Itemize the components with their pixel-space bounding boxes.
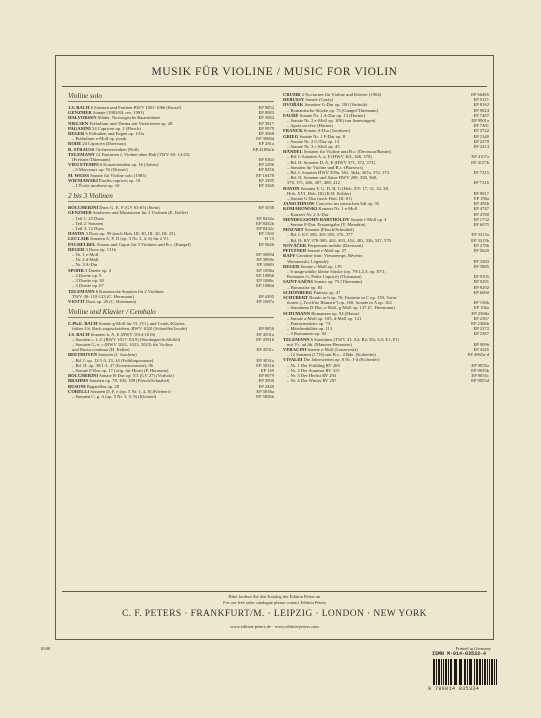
- entry-title: – Sonate a-Moll op. 105, d-Moll op. 121: [287, 315, 362, 321]
- entry-title: BRAHMS Sonaten op. 78, 100, 108 (Flesch/Schnabel): [68, 378, 170, 384]
- entry-catalog-number: EP 3742: [473, 128, 489, 134]
- entry-title: – 12 Sonaten (1716) mit B.c., 4 Bde. (Kolneder): [287, 352, 376, 358]
- entry-catalog-number: EP 2296: [258, 162, 274, 168]
- printed-in-germany: Printed in Germany: [455, 646, 491, 651]
- entry-title: – Bd. I: Sonaten HWV 359a, 361, 364a, 367a, 372, 373: [287, 170, 389, 176]
- entry-catalog-number: EP 3315a: [471, 232, 489, 238]
- entry-catalog-number: EP 2449: [258, 383, 274, 389]
- entry-catalog-number: EP 6060: [473, 289, 489, 295]
- entry-catalog-number: EP 10478: [256, 172, 274, 178]
- entry-title: REGER 6 Präludien und Fugen op. 131a: [68, 131, 145, 137]
- entry-catalog-number: EP 8083: [258, 110, 274, 116]
- entry-title: J.S. BACH 6 Sonaten und Partiten BWV 1001-1006 (Rostal): [68, 105, 182, 110]
- entry-title: – Après un rêve (Horner): [287, 123, 334, 129]
- entry-title: SCHUBERT Rondo in h op. 70; Fantasie in C op. 159; Varia-: [283, 294, 398, 300]
- entry-title: – Sonate Nr. 3 c-Moll op. 45: [287, 144, 340, 150]
- entry-title: – Bd. II: Sonaten und Sätze HWV 288, 358, 368,: [287, 175, 378, 181]
- entry-catalog-number: EP 9096: [473, 341, 489, 347]
- entry-title: – Nr. 1 e-Moll: [72, 252, 99, 258]
- entry-title: – Bd. I: op. 12/1-3, 23, 24 (Frühlingssonate): [72, 357, 154, 363]
- entry-catalog-number: EP 9121: [473, 97, 489, 103]
- entry-title: mit Vc. ad lib. (Mauerer/Bernstein): [287, 341, 352, 347]
- entry-catalog-number: EP 4591a: [256, 331, 274, 337]
- entry-catalog-number: EP 1086b: [256, 272, 274, 278]
- entry-title: – Sonate F-Dur op. 17 (orig. für Horn) (P. Hermann): [72, 367, 169, 373]
- entry-title: 370, 371, 406, 407, 408, 412: [287, 180, 340, 186]
- entry-catalog-number: EP 8432a: [256, 215, 274, 221]
- entry-title: RODE 24 Capricen (Davisson): [68, 141, 127, 147]
- entry-catalog-number: EP 9824: [473, 107, 489, 113]
- entry-catalog-number: EP 281a: [258, 141, 274, 147]
- entry-catalog-number: EP 2387: [473, 331, 489, 337]
- page-title: MUSIK FÜR VIOLINE / MUSIC FOR VIOLIN: [151, 66, 398, 78]
- entry-catalog-number: EP 4965a-d: [467, 352, 489, 358]
- entry-title: DVOŘÁK Sonatine G-Dur op. 100 (Vorholz): [283, 102, 368, 108]
- entry-title: – Bd. II: Sonaten D, A, E (HWV 371, 372, 373): [287, 159, 375, 165]
- entry-title: – L'École moderne op. 10: [72, 183, 120, 189]
- entry-title: – 3 Duette op. 67: [72, 283, 104, 289]
- entry-title: – Nr. 3 A-Dur: [72, 262, 98, 268]
- entry-catalog-number: EP 9363: [258, 157, 274, 163]
- barcode-number: 9 790014 035334: [428, 686, 480, 692]
- entry-title: – Präludium e-Moll op. posth.: [72, 136, 128, 142]
- entry-title: – Sonate Nr. 2 G-Dur op. 13: [287, 138, 340, 144]
- entry-catalog-number: EP 2368a: [471, 310, 489, 316]
- section-heading: 2 bis 3 Violinen: [68, 192, 274, 202]
- entry-catalog-number: EP 1303: [258, 231, 274, 237]
- entry-title: Hob. XVI, Hob. III) (K.H. Köhler): [287, 190, 352, 196]
- entry-catalog-number: EP 7487: [473, 112, 489, 118]
- entry-title: – Bd. II: KV 378-380, 402, 403, 454, 481, 526, 547, 570: [287, 237, 391, 243]
- entry-title: VIEUXTEMPS 6 Konzertetüden op. 16 (Arbós): [68, 162, 159, 168]
- catalog-frame: [55, 55, 494, 640]
- entry-catalog-number: EP 190a: [473, 196, 489, 202]
- entry-title: tionen („Trock'ne Blumen") op. 160; Sonate in A op. 162: [287, 300, 392, 306]
- entry-title: HÄNDEL Sonaten für Violine und B.c. (Davisson/Ramin): [283, 149, 392, 155]
- entry-title: – Teil 2: Sonaten: [72, 220, 104, 226]
- entry-title: SCHÖNBERG Fantasy op. 47: [283, 289, 341, 295]
- entry-catalog-number: EP 3969f: [256, 262, 274, 268]
- entry-catalog-number: EP 9055a: [471, 362, 489, 368]
- entry-title: PACHELBEL Kanon und Gigue für 3 Violinen und B.c. (Kangel): [68, 241, 191, 247]
- entry-catalog-number: H 15: [264, 236, 274, 242]
- title-divider: [62, 86, 487, 87]
- entry-catalog-number: EP 3368: [258, 183, 274, 189]
- entry-title: – 3 Duette op. 39: [72, 278, 104, 284]
- entry-catalog-number: EP 9852: [258, 105, 274, 110]
- entry-catalog-number: EP 9846: [258, 241, 274, 247]
- entry-catalog-number: EP 3969d: [256, 252, 274, 258]
- entry-title: PAGANINI 24 Capricen op. 1 (Flesch): [68, 125, 141, 131]
- entry-title: C.Ph.E. BACH Sonate g-Moll für Vl. (Vl.) und Cemb./Klavier,: [68, 321, 186, 327]
- entry-title: – Havanaise op. 83: [287, 284, 323, 290]
- entry-title: – Sonaten C, g, A (op. 5 Nr. 3, 5, 9) (Kleinert): [72, 393, 157, 399]
- entry-catalog-number: EP 1086a: [256, 267, 274, 273]
- publisher-line: C. F. PETERS · FRANKFURT/M. · LEIPZIG · LONDON · NEW YORK: [122, 609, 427, 619]
- entry-catalog-number: EP 5856a: [256, 388, 274, 394]
- entry-title: WIENIAWSKI Etudes caprices op. 18: [68, 177, 141, 183]
- entry-title: – Sonaten G, e, c (BWV 1021, 1023, 1023) für Violine: [72, 341, 173, 347]
- entry-catalog-number: EP 149: [260, 367, 274, 373]
- entry-catalog-number: EP 8432b: [256, 220, 274, 226]
- entry-catalog-number: EP 66465: [471, 92, 489, 97]
- entry-title: VIVALDI Die Jahreszeiten op. 8 Nr. 1-4 (Kolneder): [283, 357, 380, 363]
- entry-title: SCHUMANN Romanzen op. 94 (Mainz): [283, 310, 360, 316]
- entry-title: REGER 3 Duos op. 131b: [68, 246, 116, 252]
- entry-catalog-number: EP 4747: [473, 206, 489, 212]
- entry-title: – Bd. I: Sonaten A, a, F (HWV 361, 368, 370): [287, 154, 372, 160]
- entry-catalog-number: EP 8162: [473, 102, 489, 108]
- entry-title: – Sonate Nr. 2 e-Moll op. 108 (van Amerongen): [287, 118, 376, 124]
- entry-catalog-number: EP 9901a: [471, 118, 489, 124]
- entry-catalog-number: EP 1086d: [256, 283, 274, 289]
- entry-title: GRIEG Sonate Nr. 1 F-Dur op. 8: [283, 133, 346, 139]
- entry-catalog-number: EP 4189a/b: [252, 146, 274, 152]
- entry-title: (Frelsner/Thiemann): [72, 157, 111, 163]
- entry-catalog-number: EP 7315: [473, 170, 489, 176]
- entry-catalog-number: EP 8079: [258, 373, 274, 379]
- entry-catalog-number: EP 3315b: [471, 237, 489, 243]
- entry-catalog-number: EP 1087a: [256, 298, 274, 304]
- entry-catalog-number: EP 3383: [473, 258, 489, 264]
- entry-title: – Nr. 2 d-Moll: [72, 257, 99, 263]
- entry-catalog-number: EP 3900: [258, 378, 274, 384]
- entry-title: CRUMB 4 Nocturnes für Violine und Klavier (1964): [283, 92, 382, 97]
- entry-catalog-number: EP 8432c: [256, 226, 274, 232]
- entry-title: KOMAROWSKI Konzert Nr. 1 e-Moll: [283, 206, 358, 212]
- entry-title: JANSCHINOW Concerto im russischen Stil op. 35: [283, 201, 380, 207]
- entry-title: BOCCHERINI Duos G, E, F (GV 63-65) (Stein): [68, 205, 160, 211]
- entry-catalog-number: EP 2366b: [471, 320, 489, 326]
- entry-catalog-number: EP 2786: [473, 242, 489, 248]
- entry-title: DEBUSSY Sonate (Garay): [283, 97, 334, 103]
- entry-title: RAFF Cavatine (mit: Vieuxtemps, Rêverie,: [283, 253, 364, 259]
- entry-catalog-number: EP 9105: [473, 274, 489, 280]
- entry-catalog-number: EP 9055c: [471, 372, 489, 378]
- entry-title: HALVORSEN Slåtter, Norwegische Bauerntänze: [68, 115, 161, 121]
- entry-title: – Sonate G-Dur (nach Hob. III: 81): [287, 196, 352, 202]
- entry-title: BEETHOVEN Sonaten (J. Joachim): [68, 352, 137, 358]
- entry-catalog-number: EP 8356: [258, 167, 274, 173]
- entry-title: – 3 Romanzen op. 94: [287, 331, 327, 337]
- entry-title: VERACINI Sonate e-Moll (Lenzewski): [283, 346, 358, 352]
- entry-catalog-number: EP 3538: [258, 205, 274, 211]
- print-code: 10/00: [40, 646, 51, 651]
- entry-title: FRANCK Sonate A-Dur (Jacobsen): [283, 128, 350, 134]
- catalog-note-de: Bitte fordern Sie den Katalog der Edition Peters an: [228, 594, 321, 599]
- entry-catalog-number: EP 1732: [473, 216, 489, 222]
- barcode-icon: [433, 659, 497, 685]
- entry-title: NIELSEN Präludium und Thema mit Variationen op. 48: [68, 120, 173, 126]
- entry-catalog-number: EP 3968: [258, 131, 274, 137]
- entry-title: – Sonatinen D-Dur, a-Moll, g-Moll op. 137 (C. Herrmann): [287, 305, 395, 311]
- entry-catalog-number: EP 156a: [473, 305, 489, 311]
- entry-catalog-number: EP 9055b: [471, 367, 489, 373]
- entry-catalog-number: EP 156b: [473, 300, 489, 306]
- entry-catalog-number: EP 5856b: [256, 393, 274, 399]
- section-heading: Violine solo: [68, 92, 274, 102]
- entry-catalog-number: EP 3968d: [256, 136, 274, 142]
- entry-title: – Nr. 4 Der Winter RV 297: [287, 378, 337, 384]
- entry-title: – 2 Duette op. 9: [72, 272, 102, 278]
- entry-title: und Basso continuo (H. Keller): [72, 347, 130, 353]
- entry-title: NOVÁČEK Perpetuum mobile (Davisson): [283, 242, 363, 248]
- entry-catalog-number: EP 3817: [258, 120, 274, 126]
- entry-title: – Konzert Nr. 2 A-Dur: [287, 211, 329, 217]
- entry-title: HAYDN Sonaten F, G, D, B, G (Hob. XV: 17, 31, 32, 38,: [283, 185, 389, 191]
- entry-catalog-number: EP 4345: [473, 346, 489, 352]
- entry-title: VIOTTI Duos op. 29 (C. Herrmann): [68, 298, 137, 304]
- entry-catalog-number: EP 7316: [473, 180, 489, 186]
- entry-title: GENZMER Sonate (1983/84, rev. 1991): [68, 110, 145, 116]
- entry-catalog-number: EP 6075: [473, 222, 489, 228]
- entry-catalog-number: EP 2279: [473, 138, 489, 144]
- footer-divider: [62, 591, 487, 592]
- entry-title: – Sonate F-Dur, Erstausgabe (Y. Menuhin): [287, 222, 366, 228]
- entry-title: J.S. BACH Sonaten h, A, E (BWV 1014-1016): [68, 331, 156, 337]
- entry-title: MENDELSSOHN BARTHOLDY Sonate f-Moll op. 4: [283, 216, 387, 222]
- entry-title: R. STRAUSS Orchesterstudien (Prill): [68, 146, 139, 152]
- entry-title: SPOHR 3 Duette op. 3: [68, 267, 112, 273]
- entry-title: – Bd. I: KV 296, 301-305, 376, 377: [287, 232, 353, 238]
- entry-title: MOZART Sonaten (Flesch/Schnabel): [283, 227, 354, 233]
- entry-title: früher J.S. Bach zugeschrieben, BWV 1020 (Schaeffer/Jacobi): [72, 326, 188, 332]
- entry-catalog-number: EP 2367: [473, 315, 489, 321]
- entry-title: PFITZNER Sonate e-Moll op. 27: [283, 248, 347, 254]
- entry-title: – Nr. 1 Der Frühling RV 269: [287, 362, 340, 368]
- catalog-note-en: For our free sales catalogue please contact Edition Peters: [223, 599, 326, 605]
- entry-title: – Bd. II: op. 30/1-3, 47 (Kreutzersonate), 96: [72, 362, 154, 368]
- entry-title: – Teil 1: 25 Duos: [72, 215, 104, 221]
- entry-title: – Nr. 2 Der Sommer RV 315: [287, 367, 340, 373]
- entry-title: Wieniawski, Legende): [287, 258, 329, 264]
- entry-catalog-number: EP 9291: [473, 279, 489, 285]
- entry-title: – Fantasiestücke op. 73: [287, 320, 331, 326]
- entry-title: M. WEISS Sonate für Violine solo (1985): [68, 172, 147, 178]
- entry-catalog-number: EP 4566: [473, 201, 489, 207]
- entry-title: TELEMANN 6 Sonatinen (TWV 41: A2; B2; D2; G3; E1; F1): [283, 336, 400, 342]
- entry-catalog-number: EP 1340: [473, 133, 489, 139]
- entry-catalog-number: EP 1086c: [256, 278, 274, 284]
- entry-title: GENZMER Studieren und Musizieren für 2 Violinen (E. Keller): [68, 210, 188, 216]
- entry-catalog-number: EP 2372: [473, 326, 489, 332]
- entry-title: BUSONI Bagatellen op. 28: [68, 383, 120, 389]
- entry-catalog-number: EP 9979: [258, 125, 274, 131]
- entry-title: FAURÉ Sonate Nr. 1 A-Dur op. 13 (Horner): [283, 112, 366, 118]
- entry-title: – Märchenbilder op. 113: [287, 326, 333, 332]
- entry-catalog-number: EP 4395: [258, 293, 274, 299]
- entry-catalog-number: EP 3083: [258, 115, 274, 121]
- entry-title: – Nr. 3 Der Herbst RV 293: [287, 372, 337, 378]
- entry-catalog-number: EP 3031a: [256, 357, 274, 363]
- entry-title: – Teil 3: 12 Duos: [72, 226, 104, 232]
- entry-catalog-number: EP 4157b: [471, 159, 489, 165]
- catalog-entry: [68, 183, 274, 188]
- entry-title: CORELLI Sonaten D, F, e (op. 5 Nr. 1, 4, 8) (Kleinert): [68, 388, 171, 394]
- entry-title: SAINT-SAËNS Sonate op. 75 (Thiemann): [283, 279, 363, 285]
- entry-title: Romanze G; Petite Caprice) (Thiemann): [287, 274, 362, 280]
- catalog-entry: [283, 378, 489, 383]
- entry-catalog-number: EP 5620: [473, 248, 489, 254]
- entry-title: TELEMANN 12 Fantasien f. Violine ohne Baß (TWV 40: 14-25): [68, 151, 190, 157]
- entry-catalog-number: EP 9055d: [471, 378, 489, 384]
- entry-catalog-number: EP 3985: [473, 263, 489, 269]
- entry-catalog-number: EP 9292: [473, 284, 489, 290]
- entry-title: – 6 Morceaux op. 55 (Drisser): [72, 167, 128, 173]
- entry-catalog-number: EP 7481: [473, 123, 489, 129]
- catalog-entry: [68, 299, 274, 304]
- entry-catalog-number: EP 4591b: [256, 336, 274, 342]
- section-heading: Violine und Klavier / Cembalo: [68, 308, 274, 318]
- entry-catalog-number: EP 4157a: [471, 154, 489, 160]
- right-column: [283, 92, 489, 383]
- catalog-entry: [68, 394, 274, 399]
- entry-catalog-number: EP 3395: [258, 177, 274, 183]
- entry-catalog-number: EP 3969e: [256, 257, 274, 263]
- entry-title: – 6 ausgewählte kleine Stücke (op. 79/1,2,3; op. 87/1;: [287, 268, 387, 274]
- entry-title: HAYDN 3 Duos op. 99 (nach Hob. III: 40, III: 20, III: 25): [68, 231, 176, 237]
- entry-catalog-number: EP 4591c: [256, 347, 274, 353]
- entry-title: TELEMANN 6 Kanonische Sonaten für 2 Violinen: [68, 288, 164, 294]
- entry-title: LECLAIR Sonaten A, F, D (op. 3 Nr. 2, 4, 6) für 2 Vl.: [68, 236, 169, 242]
- ismn-label: ISMN M-014-03533-4: [432, 651, 487, 657]
- entry-catalog-number: EP 9017: [473, 190, 489, 196]
- entry-title: – Romantische Stücke op. 75 (Gangel/Thiemann): [287, 107, 379, 113]
- entry-catalog-number: EP 2414: [473, 144, 489, 150]
- entry-title: – Sonaten c, f, G (BWV 1017-1019) (Stenhagen/Schlöffel): [72, 336, 181, 342]
- left-column: [68, 92, 274, 399]
- entry-title: TWV 40: 118-123 (C. Herrmann): [72, 293, 134, 299]
- entry-title: REGER Sonate c-Moll op. 139: [283, 263, 342, 269]
- entry-catalog-number: EP 4780: [473, 211, 489, 217]
- entry-title: – Sonaten für Violine und B.c. (Burrows): [287, 164, 363, 170]
- entry-title: BOCCHERINI Sonate B-Dur op. 5/3 (GV 27) (Vorholz): [68, 373, 174, 379]
- catalog-note: [56, 594, 493, 605]
- website-line: www.edition-peters.de · www.edition-peters.com: [230, 624, 319, 629]
- entry-catalog-number: EP 9856: [258, 326, 274, 332]
- entry-catalog-number: EP 3031b: [256, 362, 274, 368]
